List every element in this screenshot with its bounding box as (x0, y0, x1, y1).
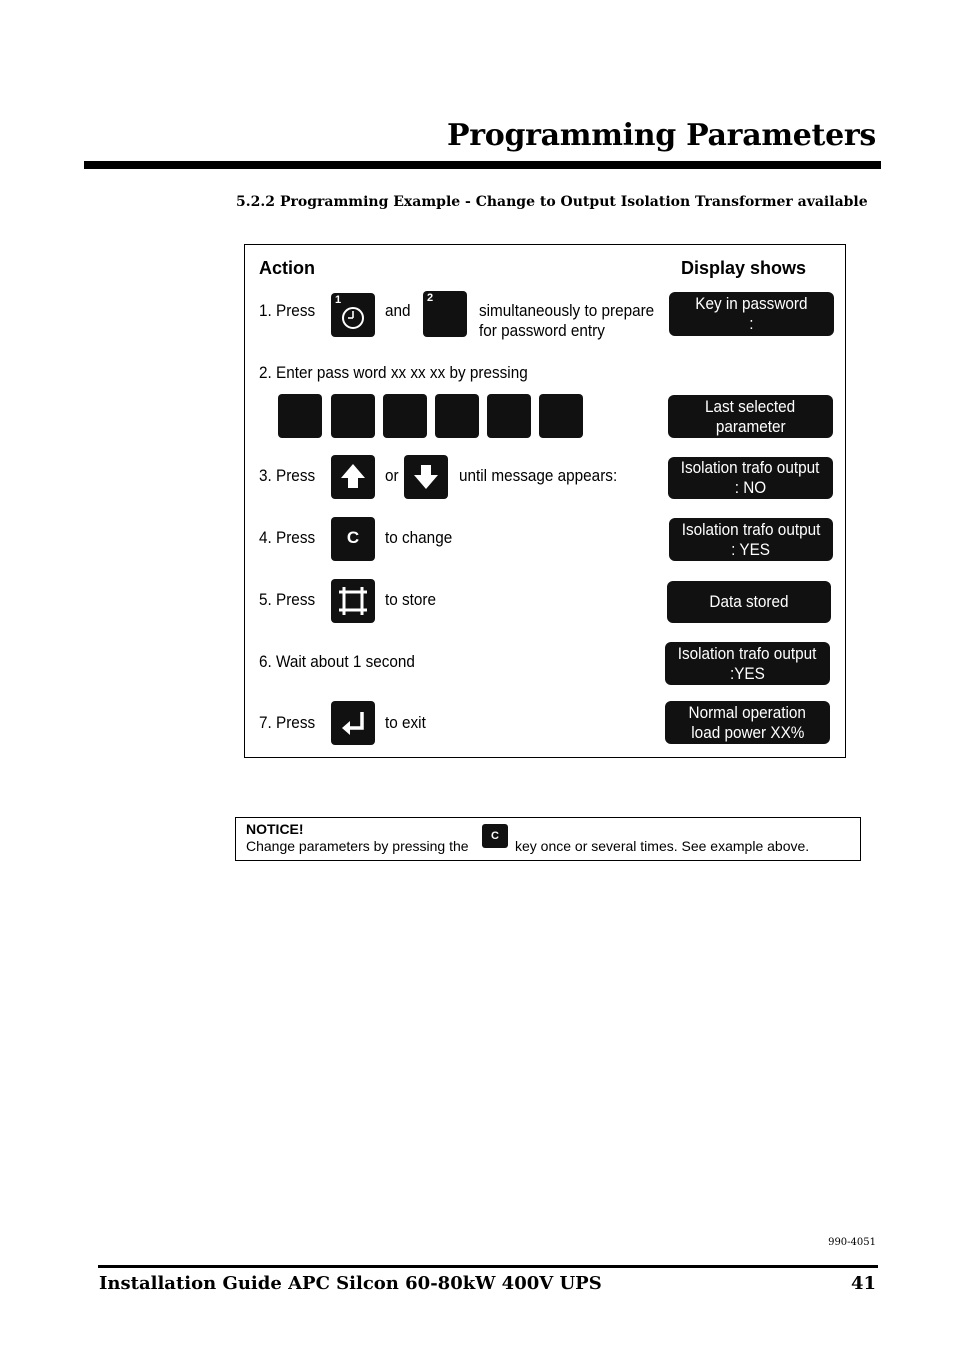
up-arrow-key (331, 455, 375, 499)
store-icon (331, 579, 375, 623)
step3-or-label: or (385, 466, 399, 485)
step1-press-label: 1. Press (259, 301, 316, 320)
display-4-line2: : YES (731, 539, 771, 559)
display-2-line1: Last selected (705, 396, 796, 416)
display-2-line2: parameter (715, 416, 786, 436)
display-4 (669, 518, 833, 561)
password-key-3 (383, 394, 427, 438)
title-rule (84, 161, 881, 169)
notice-text-after: key once or several times. See example above. (515, 838, 810, 854)
display-6-line1: Isolation trafo output (678, 643, 817, 663)
display-7-line1: Normal operation (688, 702, 807, 722)
step1-text-line2: for password entry (479, 321, 605, 340)
key-number-2: 2 (427, 292, 434, 304)
document-number: 990-4051 (828, 1237, 876, 1248)
display-3-line1: Isolation trafo output (681, 458, 820, 477)
notice-text-before: Change parameters by pressing the (246, 838, 469, 854)
step4-text: to change (385, 528, 453, 547)
column-header-action: Action (259, 258, 315, 278)
section-title: Programming Example - Change to Output Isolation Transformer available (280, 194, 868, 210)
page-number: 41 (850, 1273, 876, 1294)
display-4-line1: Isolation trafo output (681, 519, 821, 539)
display-3-line2: : NO (734, 478, 767, 497)
step2-text: 2. Enter pass word xx xx xx by pressing (259, 363, 528, 382)
section-heading (236, 194, 868, 210)
display-6 (665, 642, 830, 685)
step4-press-label: 4. Press (259, 528, 316, 547)
display-1-line2: : (749, 314, 754, 333)
notice-box (235, 817, 861, 861)
down-arrow-key (404, 455, 448, 499)
down-arrow-icon (404, 455, 448, 499)
step7-press-label: 7. Press (259, 713, 316, 732)
display-5 (667, 581, 831, 623)
password-key-6 (539, 394, 583, 438)
c-key (331, 517, 375, 561)
clock-key-1 (331, 293, 375, 337)
up-arrow-icon (331, 455, 375, 499)
password-key-2 (331, 394, 375, 438)
step1-and-label: and (385, 301, 411, 320)
step5-press-label: 5. Press (259, 590, 316, 609)
key-number-1: 1 (335, 294, 342, 306)
notice-heading: NOTICE! (246, 821, 304, 837)
password-key-4 (435, 394, 479, 438)
section-number: 5.2.2 (236, 194, 275, 210)
step5-text: to store (385, 590, 437, 609)
c-key-label: C (346, 528, 360, 547)
step6-text: 6. Wait about 1 second (259, 652, 415, 671)
display-7 (665, 701, 830, 744)
step3-press-label: 3. Press (259, 466, 316, 485)
step7-text: to exit (385, 713, 426, 732)
display-5-line1: Data stored (709, 592, 789, 611)
password-key-5 (487, 394, 531, 438)
column-header-display: Display shows (681, 258, 807, 278)
step1-text-line1: simultaneously to prepare (479, 301, 655, 320)
display-2 (668, 395, 833, 438)
programming-figure (244, 244, 846, 758)
notice-c-key: C (482, 824, 508, 848)
password-key-1 (278, 394, 322, 438)
display-7-line2: load power XX% (690, 722, 805, 742)
footer-rule (98, 1265, 878, 1268)
step3-text: until message appears: (459, 466, 618, 485)
display-1-line1: Key in password (695, 294, 808, 313)
display-1 (669, 292, 834, 336)
store-key (331, 579, 375, 623)
key-2 (423, 291, 467, 337)
page-title: Programming Parameters (446, 118, 876, 153)
display-3 (668, 457, 833, 499)
display-6-line2: :YES (730, 663, 765, 683)
enter-icon (331, 701, 375, 745)
footer-title: Installation Guide APC Silcon 60-80kW 400V UPS (99, 1273, 602, 1294)
enter-key (331, 701, 375, 745)
